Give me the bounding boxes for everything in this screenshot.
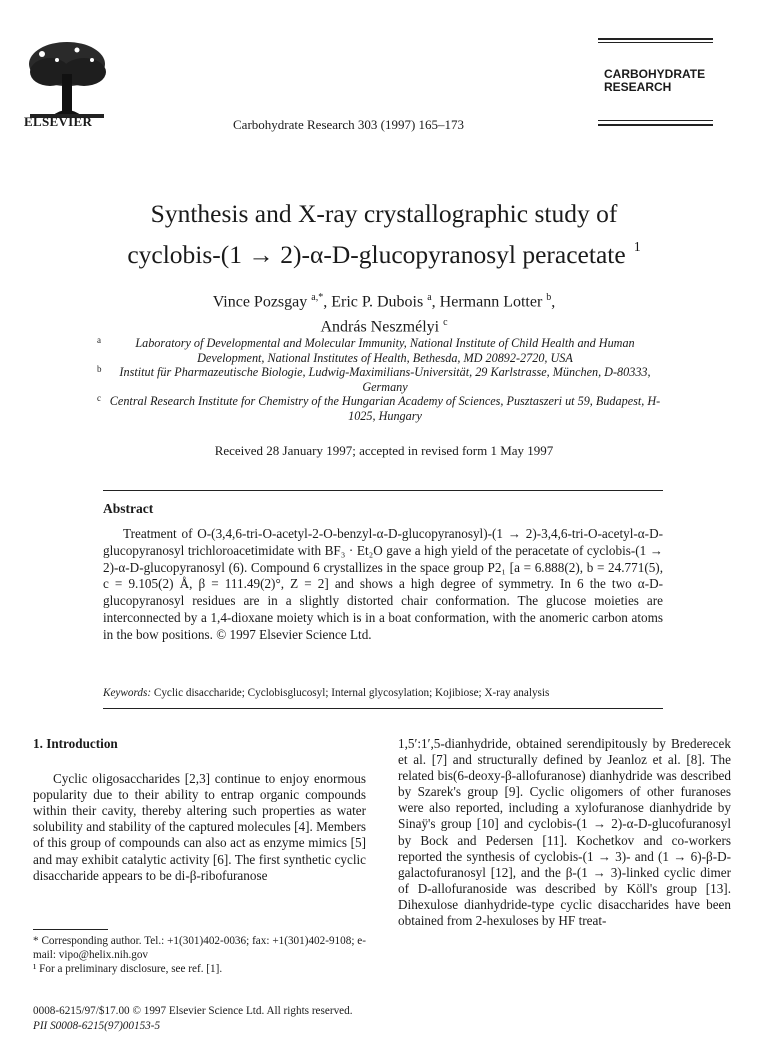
journal-citation: Carbohydrate Research 303 (1997) 165–173 bbox=[233, 117, 465, 132]
footnote-rule bbox=[33, 929, 108, 930]
header-rule-bottom-2 bbox=[598, 124, 713, 126]
author-name: Hermann Lotter bbox=[439, 293, 543, 311]
abstract-rule-bottom bbox=[103, 708, 663, 709]
keywords-list: Cyclic disaccharide; Cyclobisglucosyl; Internal glycosylation; Kojibiose; X-ray analysis bbox=[153, 687, 550, 699]
journal-name-line2: RESEARCH bbox=[604, 80, 672, 94]
affiliation-b bbox=[97, 364, 665, 395]
keywords-label: Keywords: bbox=[103, 687, 152, 699]
intro-paragraph-continued: 1,5′:1′,5-dianhydride, obtained serendipitously by Brederecek et al. [7] and structurally defined by Jeanloz et al. [8]. The related bis(6-deoxy-β-allofuranose) dianhydride was described by Szarek's group [9]. Cyclic oligomers of other furanoses were also reported, including a xylofuranose dianhydride by Sinaÿ's group [10] and cyclobis-(1 → 2)-α-D-glucofuranosyl by Bock and Pedersen [11]. Kochetkov and co-workers reported the synthesis of cyclobis-(1 → 3)- and (1 → 6)-β-D-galactofuranosyl [12], and the β-(1 → 3)-linked cyclic dimer of D-allofuranoside was described by Köll's group [13]. Dihexulose dianhydride-type cyclic disaccharides have been obtained from 2-hexuloses by HF treat- bbox=[398, 736, 731, 929]
author-affiliation-mark: c bbox=[443, 317, 448, 329]
right-column bbox=[398, 736, 731, 929]
pii-line: PII S0008-6215(97)00153-5 bbox=[33, 1020, 161, 1032]
copyright-block bbox=[33, 1004, 353, 1034]
affiliation-a bbox=[97, 335, 665, 366]
author-list bbox=[0, 287, 768, 338]
left-column bbox=[33, 736, 366, 884]
affiliation-text: Central Research Institute for Chemistry of the Hungarian Academy of Sciences, Pusztaszeri ut 59, Budapest, H-1025, Hungary bbox=[109, 394, 661, 423]
abstract-text: Treatment of O-(3,4,6-tri-O-acetyl-2-O-benzyl-α-D-glucopyranosyl)-(1 → 2)-3,4,6-tri-O-acetyl-α-D-glucopyranosyl trichloroacetimidate with BF₃ · Et₂O gave a high yield of the peracetate of cyclobis-(1 → 2)-α-D-glucopyranosyl (6). Compound 6 crystallizes in the space group P2₁ [a = 6.888(2), b = 24.771(5), c = 9.105(2) Å, β = 111.49(2)°, Z = 2] and shows a high degree of symmetry. In 6 the two α-D-glucopyranosyl residues are in a slightly distorted chair conformation. The glucose moieties are interconnected by a 1,4-dioxane moiety which is in a boat conformation, with the anomeric carbon atoms in the bow positions. © 1997 Elsevier Science Ltd. bbox=[103, 526, 663, 642]
journal-name-line1: CARBOHYDRATE bbox=[604, 67, 706, 81]
header-rule-top-1 bbox=[598, 38, 713, 40]
footnote-corresponding-author: * Corresponding author. Tel.: +1(301)402-0036; fax: +1(301)402-9108; e-mail: vipo@helix.nih.gov bbox=[33, 935, 366, 961]
affiliation-text: Institut für Pharmazeutische Biologie, Ludwig-Maximilians-Universität, 29 Karlstrasse, München, D-80333, Germany bbox=[119, 365, 651, 394]
elsevier-tree-logo bbox=[22, 38, 112, 124]
affiliation-mark: b bbox=[97, 364, 102, 374]
header-rule-bottom-1 bbox=[598, 120, 713, 121]
author-name: Vince Pozsgay bbox=[212, 293, 308, 311]
copyright-line: 0008-6215/97/$17.00 © 1997 Elsevier Science Ltd. All rights reserved. bbox=[33, 1005, 353, 1017]
abstract-body bbox=[103, 526, 663, 644]
author-name: András Neszmélyi bbox=[320, 318, 440, 336]
journal-name bbox=[604, 68, 705, 94]
intro-paragraph: Cyclic oligosaccharides [2,3] continue to enjoy enormous popularity due to their ability to entrap organic compounds within their cavity, thereby altering such properties as water solubility and stability of the captured molecules [4]. Members of this group of compounds can also act as enzyme mimics [5] and may exhibit catalytic activity [6]. The first synthetic cyclic disaccharide appears to be di-β-ribofuranose bbox=[33, 771, 366, 883]
affiliation-c bbox=[97, 393, 665, 424]
abstract-rule-top bbox=[103, 490, 663, 491]
abstract-heading: Abstract bbox=[103, 501, 154, 516]
publisher-name: ELSEVIER bbox=[24, 114, 93, 129]
title-line-2 bbox=[0, 231, 768, 272]
author-affiliation-mark: a,* bbox=[311, 292, 324, 303]
affiliation-mark: c bbox=[97, 393, 101, 403]
received-dates: Received 28 January 1997; accepted in revised form 1 May 1997 bbox=[214, 443, 554, 458]
header-rule-top-2 bbox=[598, 42, 713, 43]
author-name: Eric P. Dubois bbox=[331, 293, 424, 311]
author-line-1: Vince Pozsgay $^{a,*}$, Eric P. Dubois $^a$, Hermann Lotter $^b$, bbox=[212, 292, 556, 311]
affiliation-mark: a bbox=[97, 335, 101, 345]
author-line-2 bbox=[0, 312, 768, 337]
title-line-1: Synthesis and X-ray crystallographic study of bbox=[150, 199, 618, 228]
footnote-preliminary-disclosure: ¹ For a preliminary disclosure, see ref. [1]. bbox=[33, 963, 223, 975]
footnotes bbox=[33, 934, 366, 976]
author-affiliation-mark: a bbox=[427, 292, 432, 303]
keywords bbox=[103, 687, 549, 699]
section-heading: 1. Introduction bbox=[33, 736, 118, 751]
affiliation-text: Laboratory of Developmental and Molecular Immunity, National Institute of Child Health and Human Development, National Institutes of Health, Bethesda, MD 20892-2720, USA bbox=[135, 336, 635, 365]
article-title bbox=[0, 197, 768, 272]
title-footnote-mark: 1 bbox=[633, 240, 641, 255]
author-affiliation-mark: b bbox=[546, 292, 552, 303]
title-line-2-text: cyclobis-(1 → 2)-α-D-glucopyranosyl peracetate bbox=[127, 240, 626, 269]
